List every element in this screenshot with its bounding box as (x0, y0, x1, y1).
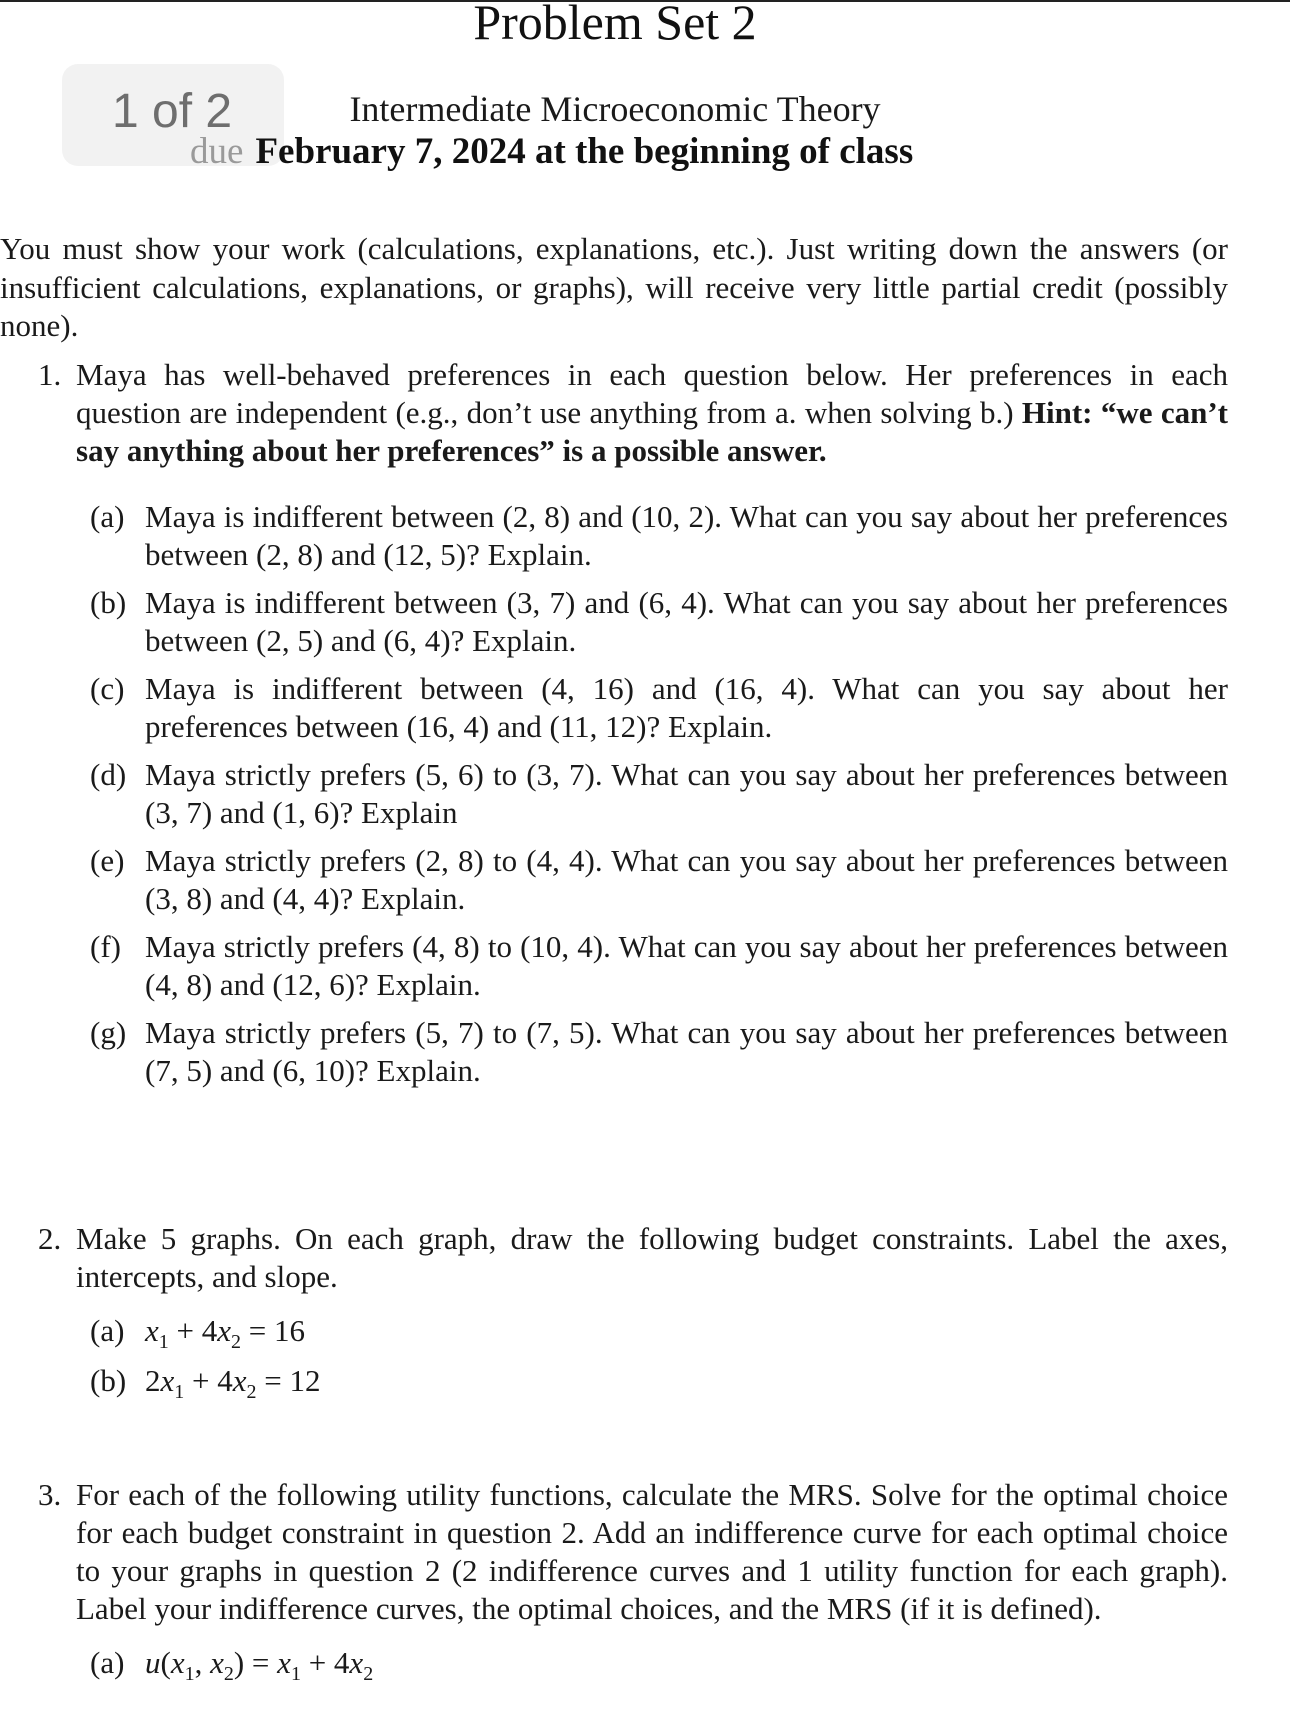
problem-1-part-d (90, 756, 1228, 832)
operator: + 4 (300, 1645, 350, 1680)
operator: + 4 (168, 1313, 218, 1348)
equation-rhs: = 16 (241, 1313, 305, 1348)
variable: x (217, 1313, 232, 1348)
variable: x (232, 1363, 247, 1398)
part-label: (b) (90, 585, 127, 620)
problem-1-statement (38, 356, 1228, 470)
budget-equation (145, 1362, 1228, 1404)
problem-2-part-b (90, 1362, 1228, 1404)
variable: x (210, 1645, 224, 1680)
problem-3 (38, 1476, 1228, 1686)
subscript: 2 (363, 1663, 374, 1686)
problem-number: 3. (38, 1477, 62, 1512)
problem-2 (38, 1220, 1228, 1404)
problem-2-text: Make 5 graphs. On each graph, draw the following budget constraints. Label the axes, intercepts, and slope. (76, 1221, 1228, 1294)
subscript: 2 (231, 1331, 242, 1354)
part-label: (d) (90, 757, 127, 792)
problem-number: 2. (38, 1221, 62, 1256)
operator: + 4 (184, 1363, 233, 1398)
equation-rhs: = 12 (256, 1363, 321, 1398)
utility-function (145, 1644, 1228, 1686)
part-label: (a) (90, 499, 125, 534)
problem-1-part-b (90, 584, 1228, 660)
problem-1-body: Maya has well-behaved preferences in each question below. Her preferences in each question are independent (e.g., don’t use anything from a. when solving b.) (76, 357, 1228, 430)
instructions-paragraph: You must show your work (calculations, explanations, etc.). Just writing down the answers (or insufficient calculations, explanations, or graphs), will receive very little partial credit (possibly none). (0, 231, 1228, 343)
page-indicator-text: 1 of 2 (112, 85, 233, 138)
part-label: (a) (90, 1313, 125, 1348)
part-label: (a) (90, 1645, 125, 1680)
problem-1-part-e (90, 842, 1228, 918)
due-date-line (190, 130, 913, 174)
problem-number: 1. (38, 357, 62, 392)
problem-2-statement (38, 1220, 1228, 1296)
paren-close-equals: ) = (233, 1645, 278, 1680)
part-text: Maya is indifferent between (2, 8) and (10, 2). What can you say about her preferences between (2, 8) and (12, 5)? Explain. (145, 499, 1228, 572)
variable: x (160, 1363, 175, 1398)
budget-equation (145, 1312, 1228, 1354)
variable: x (277, 1645, 291, 1680)
problem-1-part-f (90, 928, 1228, 1004)
subscript: 1 (158, 1331, 169, 1354)
part-label: (c) (90, 671, 125, 706)
part-label: (g) (90, 1015, 127, 1050)
subscript: 1 (184, 1663, 195, 1686)
problem-1 (38, 356, 1228, 1090)
problem-1-part-c (90, 670, 1228, 746)
part-label: (b) (90, 1363, 127, 1398)
variable: x (145, 1313, 159, 1348)
variable: x (349, 1645, 364, 1680)
part-text: Maya strictly prefers (5, 7) to (7, 5). What can you say about her preferences between (7, 5) and (6, 10)? Explain. (145, 1015, 1228, 1088)
subscript: 2 (223, 1663, 234, 1686)
problem-1-hint: Hint: “we can’t say anything about her preferences” is a possible answer. (76, 395, 1228, 468)
function-name: u (145, 1645, 161, 1680)
part-text: Maya strictly prefers (2, 8) to (4, 4). What can you say about her preferences between (3, 8) and (4, 4)? Explain. (145, 843, 1228, 916)
subscript: 2 (246, 1381, 257, 1404)
due-date-text: February 7, 2024 at the beginning of class (255, 131, 914, 172)
subscript: 1 (290, 1663, 301, 1686)
paren-open: ( (160, 1645, 171, 1680)
subscript: 1 (174, 1381, 185, 1404)
course-name: Intermediate Microeconomic Theory (349, 89, 881, 129)
part-text: Maya is indifferent between (3, 7) and (6, 4). What can you say about her preferences between (2, 5) and (6, 4)? Explain. (145, 585, 1228, 658)
part-label: (e) (90, 843, 125, 878)
part-text: Maya strictly prefers (5, 6) to (3, 7). What can you say about her preferences between (3, 7) and (1, 6)? Explain (145, 757, 1228, 830)
variable: x (170, 1645, 185, 1680)
coefficient: 2 (145, 1363, 161, 1398)
document-title: Problem Set 2 (473, 0, 757, 50)
problem-1-part-g (90, 1014, 1228, 1090)
problem-3-text: For each of the following utility functions, calculate the MRS. Solve for the optimal choice for each budget constraint in question 2. Add an indifference curve for each optimal choice to your graphs in question 2 (2 indifference curves and 1 utility function for each graph). Label your indifference curves, the optimal choices, and the MRS (if it is defined). (76, 1477, 1228, 1626)
part-text: Maya strictly prefers (4, 8) to (10, 4). What can you say about her preferences between (4, 8) and (12, 6)? Explain. (145, 929, 1228, 1002)
problem-2-part-a (90, 1312, 1228, 1354)
problem-1-part-a (90, 498, 1228, 574)
part-text: Maya is indifferent between (4, 16) and (16, 4). What can you say about her preferences between (16, 4) and (11, 12)? Explain. (145, 671, 1228, 744)
problem-3-statement (38, 1476, 1228, 1628)
problem-3-part-a (90, 1644, 1228, 1686)
due-prefix: due (190, 131, 244, 172)
part-label: (f) (90, 929, 121, 964)
comma: , (194, 1645, 211, 1680)
problem-1-text (76, 356, 1228, 470)
